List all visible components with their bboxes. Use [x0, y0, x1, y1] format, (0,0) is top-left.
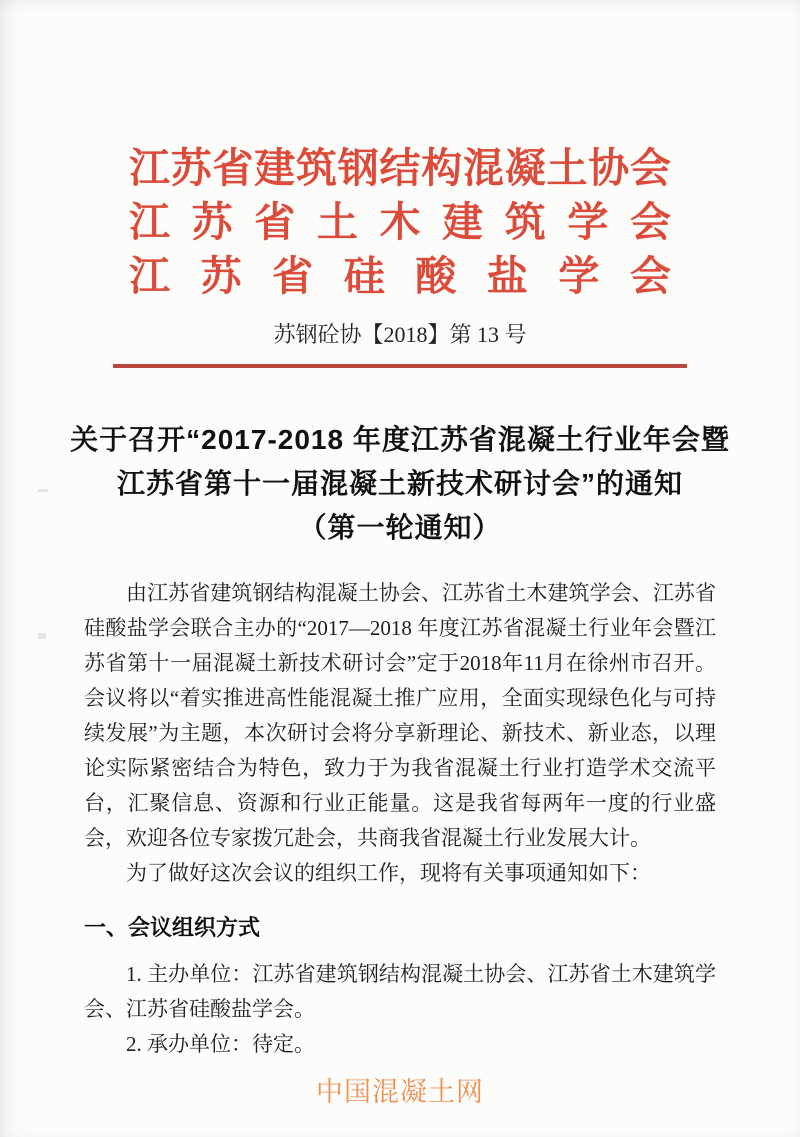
- notice-body: [84, 576, 716, 1062]
- scan-artifact: [38, 633, 46, 639]
- letterhead: [0, 0, 800, 368]
- document-number: 苏钢砼协【2018】第 13 号: [273, 322, 527, 347]
- section-heading-1: 一、会议组织方式: [84, 915, 261, 940]
- org-name-line-2: 江苏省土木建筑学会: [129, 199, 671, 245]
- body-paragraph-1: 由江苏省建筑钢结构混凝土协会、江苏省土木建筑学会、江苏省硅酸盐学会联合主办的“2017—2018 年度江苏省混凝土行业年会暨江苏省第十一届混凝土新技术研讨会”定于2018年11月在徐州市召开。会议将以“着实推进高性能混凝土推广应用，全面实现绿色化与可持续发展”为主题，本次研讨会将分享新理论、新技术、新业态，以理论实际紧密结合为特色，致力于为我省混凝土行业打造学术交流平台，汇聚信息、资源和行业正能量。这是我省每两年一度的行业盛会，欢迎各位专家拨冗赴会，共商我省混凝土行业发展大计。: [84, 581, 716, 850]
- site-watermark: 中国混凝土网: [316, 1077, 484, 1107]
- notice-title-line-3: （第一轮通知）: [298, 512, 502, 543]
- notice-title-line-2: 江苏省第十一届混凝土新技术研讨会”的通知: [116, 468, 683, 499]
- notice-title-line-1: 关于召开“2017-2018 年度江苏省混凝土行业年会暨: [70, 424, 730, 455]
- letterhead-divider: [113, 364, 687, 368]
- org-name-line-1: 江苏省建筑钢结构混凝土协会: [129, 145, 671, 191]
- body-paragraph-2: 为了做好这次会议的组织工作，现将有关事项通知如下：: [126, 861, 651, 885]
- notice-title: [0, 418, 800, 550]
- scan-artifact: [38, 489, 48, 492]
- list-item-2: 2. 承办单位：待定。: [126, 1032, 315, 1056]
- org-name-line-3: 江苏省硅酸盐学会: [129, 253, 671, 299]
- list-item-1: 1. 主办单位：江苏省建筑钢结构混凝土协会、江苏省土木建筑学会、江苏省硅酸盐学会。: [84, 962, 716, 1021]
